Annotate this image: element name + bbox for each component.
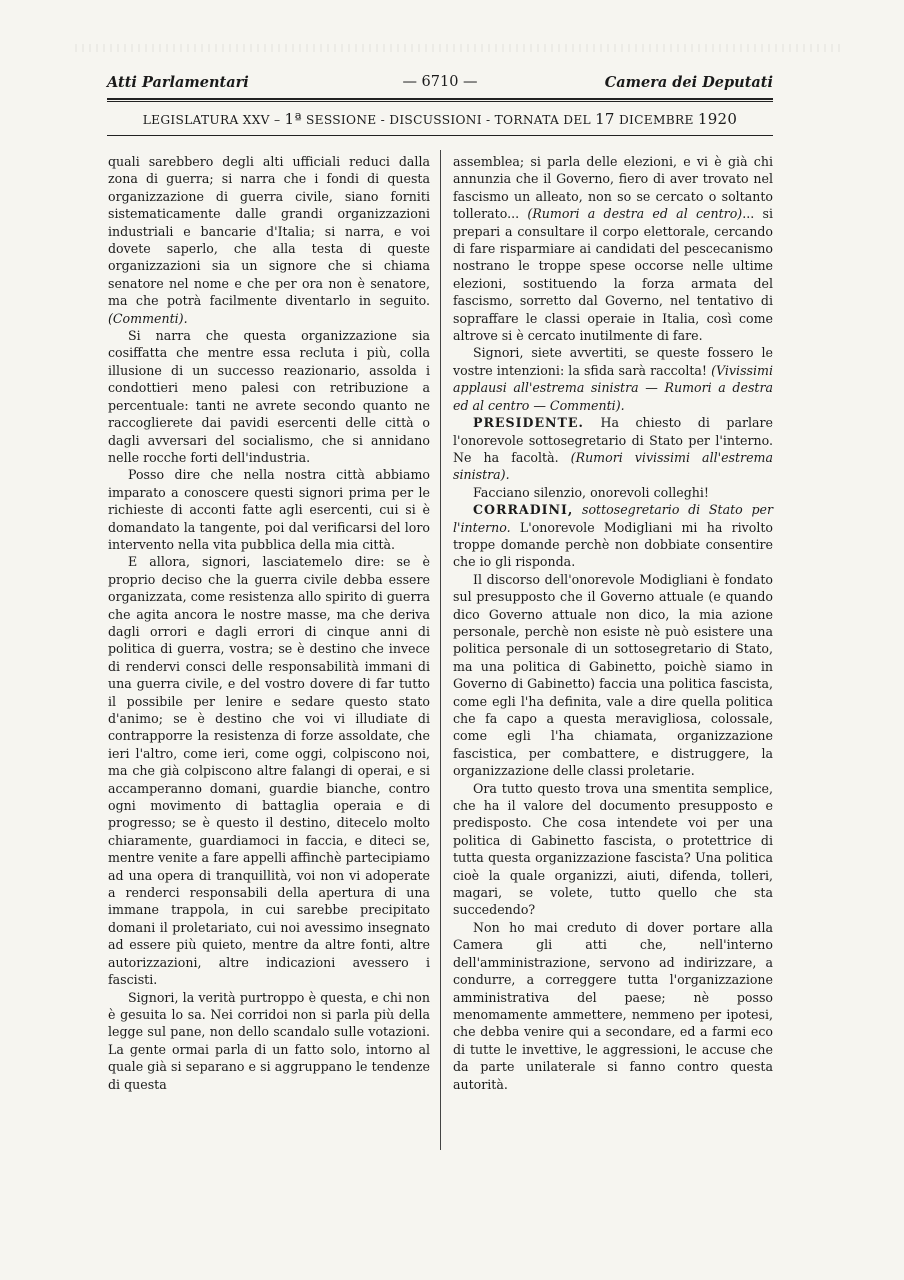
session-legislatura: LEGISLATURA XXV – xyxy=(142,113,285,127)
paragraph: Non ho mai creduto di dover portare alla Camera gli atti che, nell'interno dell'amministrazione, servono ad indirizzare, a condurre, a correggere tutta l'organizzazione amministrativa del paese; nè posso menomamente ammettere, nemmeno per ipotesi, che debba venire qui a secondare, ed a farmi eco di tutte le invettive, le aggressioni, le accuse che da parte unilaterale si fanno contro questa autorità. xyxy=(453,919,773,1092)
speaker-name: CORRADINI, xyxy=(473,502,574,518)
speaker-name: PRESIDENTE. xyxy=(473,415,584,431)
paragraph: assemblea; si parla delle elezioni, e vi è già chi annunzia che il Governo, fiero di aver trovato nel fascismo un alleato, non so se cercato o soltanto tollerato... (Rumori a destra ed al centro)... si prepari a consultare il corpo elettorale, cercando di fare risparmiare ai candidati del pescecanismo nostrano le troppe spese occorse nelle ultime elezioni, sostituendo la forza armata del fascismo, sorretto dal Governo, nel tentativo di sopraffare le classi operaie in Italia, così come altrove si è cercato inutilmente di fare. xyxy=(453,154,773,344)
interjection: (Rumori vivissimi all'estrema sinistra). xyxy=(453,449,773,483)
speaker-role: sottosegretario di Stato per l'interno. xyxy=(453,502,773,535)
paragraph: Posso dire che nella nostra città abbiamo imparato a conoscere questi signori prima per le richieste di acconti fatte agli esercenti, cui si è domandato la tangente, poi dal verificarsi del loro intervento nella vita pubblica della mia città. xyxy=(108,467,430,552)
interjection: (Commenti). xyxy=(108,310,188,326)
paragraph: Ora tutto questo trova una smentita semplice, che ha il valore del documento presupposto e predisposto. Che cosa intendete voi per una politica di Gabinetto fascista, o protettrice di tutta questa organizzazione fascista? Una politica cioè la quale organizzi, aiuti, difenda, tolleri, magari, se volete, tutto quello che sta succedendo? xyxy=(453,780,773,918)
interjection: (Vivissimi applausi all'estrema sinistra — Rumori a destra ed al centro — Commenti). xyxy=(453,362,773,413)
left-column xyxy=(108,153,430,1093)
header-rule-thin xyxy=(107,101,773,102)
session-line xyxy=(107,110,773,128)
paragraph: CORRADINI, sottosegretario di Stato per l'interno. L'onorevole Modigliani mi ha rivolto troppe domande perchè non dobbiate consentire che io gli risponda. xyxy=(453,502,773,570)
header-right: Camera dei Deputati xyxy=(604,74,773,91)
session-number: 1ª xyxy=(284,110,302,128)
header-left: Atti Parlamentari xyxy=(107,74,249,91)
session-year: 1920 xyxy=(697,110,738,128)
paragraph: quali sarebbero degli alti ufficiali reduci dalla zona di guerra; si narra che i fondi di questa organizzazione di guerra civile, siano forniti sistematicamente dalle grandi organizzazioni industriali e bancarie d'Italia; si narra, e voi dovete saperlo, che alla testa di queste organizzazioni sia un signore che si chiama senatore nel nome e che per ora non è senatore, ma che potrà facilmente diventarlo in seguito. (Commenti). xyxy=(108,154,430,326)
scan-noise xyxy=(75,44,845,52)
column-divider xyxy=(440,150,441,1150)
session-month: DICEMBRE xyxy=(614,113,698,127)
session-rule xyxy=(107,135,773,136)
session-discussioni: SESSIONE - DISCUSSIONI xyxy=(301,113,482,127)
paragraph: Signori, la verità purtroppo è questa, e chi non è gesuita lo sa. Nei corridoi non si parla più della legge sul pane, non dello scandalo sulle votazioni. La gente ormai parla di un fatto solo, intorno al quale già si separano e si aggruppano le tendenze di questa xyxy=(108,989,430,1092)
paragraph: Facciano silenzio, onorevoli colleghi! xyxy=(473,484,709,500)
session-tornata: - TORNATA DEL xyxy=(481,113,596,127)
paragraph: Signori, siete avvertiti, se queste fossero le vostre intenzioni: la sfida sarà raccolta! (Vivissimi applausi all'estrema sinistra — Rumori a destra ed al centro — Commenti). xyxy=(453,345,773,413)
page-number: — 6710 — xyxy=(402,74,478,90)
running-header xyxy=(107,74,773,96)
paragraph: Si narra che questa organizzazione sia cosiffatta che mentre essa recluta i più, colla illusione di un successo reazionario, assolda i condottieri meno palesi con retribuzione a percentuale: tanti ne avrete secondo quanto ne raccoglierete dai pavidi esercenti delle città o dagli avversari del socialismo, che si annidano nelle rocche forti dell'industria. xyxy=(108,328,430,465)
paragraph: Il discorso dell'onorevole Modigliani è fondato sul presupposto che il Governo attuale (e quando dico Governo attuale non dico, la mia azione personale, perchè non esiste nè può esistere una politica personale di un sottosegretario di Stato, ma una politica di Gabinetto, poichè siamo in Governo di Gabinetto) faccia una politica fascista, come egli l'ha definita, vale a dire quella politica che fa capo a questa meravigliosa, colossale, come egli l'ha chiamata, organizzazione fascistica, per combattere, e distruggere, la organizzazione delle classi proletarie. xyxy=(453,571,773,779)
paragraph: E allora, signori, lasciatemelo dire: se è proprio deciso che la guerra civile debba essere organizzata, come resistenza allo spirito di guerra che agita ancora le nostre masse, ma che deriva dagli orrori e dagli errori di cinque anni di politica di guerra, vostra; se è destino che invece di rendervi consci delle responsabilità immani di una guerra civile, e del vostro dovere di far tutto il possibile per lenire e sedare questo stato d'animo; se è destino che voi vi illudiate di contrapporre la resistenza di forze assoldate, che ieri l'altro, come ieri, come oggi, colpiscono noi, ma che già colpiscono altre falangi di operai, e si accamperanno domani, guardie bianche, contro ogni movimento di battaglia operaia e di progresso; se è questo il destino, ditecelo molto chiaramente, guardiamoci in faccia, e diteci se, mentre venite a fare appelli affinchè partecipiamo ad una opera di tranquillità, voi non vi adoperate a renderci responsabili della apertura di una immane trappola, in cui sarebbe precipitato domani il proletariato, cui noi avessimo insegnato ad essere più quieto, mentre da altre fonti, altre autorizzazioni, altre indicazioni avessero i fascisti. xyxy=(108,554,430,988)
session-day: 17 xyxy=(595,110,615,128)
interjection: (Rumori a destra ed al centro) xyxy=(527,206,743,222)
header-rule-thick xyxy=(107,98,773,100)
right-column xyxy=(453,153,773,1093)
paragraph: PRESIDENTE. Ha chiesto di parlare l'onorevole sottosegretario di Stato per l'interno. Ne ha facoltà. (Rumori vivissimi all'estrema sinistra). xyxy=(453,415,773,483)
